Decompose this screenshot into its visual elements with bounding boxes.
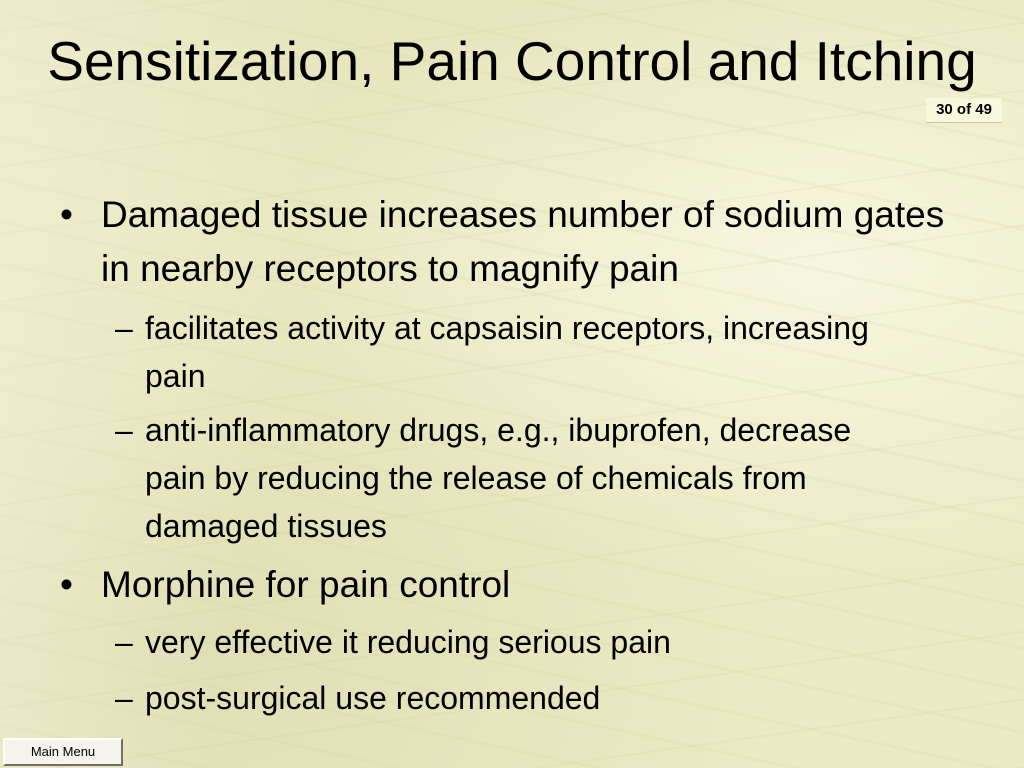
sub-bullet-text: post-surgical use recommended [145,680,601,716]
bullet-item [0,558,1024,612]
dash-icon: – [115,310,133,346]
sub-bullet-item [0,674,1024,722]
sub-bullet-text: anti-inflammatory drugs, e.g., ibuprofen, decrease pain by reducing the release of chemicals from damaged tissues [145,412,852,544]
slide-body [0,188,1024,722]
dash-icon: – [115,412,133,448]
page-counter: 30 of 49 [926,98,1002,123]
sub-bullet-item [0,406,1024,550]
bullet-item [0,188,1024,296]
dash-icon: – [115,680,133,716]
bullet-icon: • [60,194,73,235]
bullet-text: Morphine for pain control [101,564,511,605]
sub-bullet-item [0,304,1024,400]
bullet-icon: • [60,564,73,605]
sub-bullet-item [0,618,1024,666]
sub-bullet-text: facilitates activity at capsaisin receptors, increasing pain [145,310,869,394]
slide-title: Sensitization, Pain Control and Itching [47,30,977,92]
sub-bullet-text: very effective it reducing serious pain [145,624,671,660]
dash-icon: – [115,624,133,660]
main-menu-button[interactable]: Main Menu [3,738,123,766]
bullet-text: Damaged tissue increases number of sodium gates in nearby receptors to magnify pain [101,194,945,289]
